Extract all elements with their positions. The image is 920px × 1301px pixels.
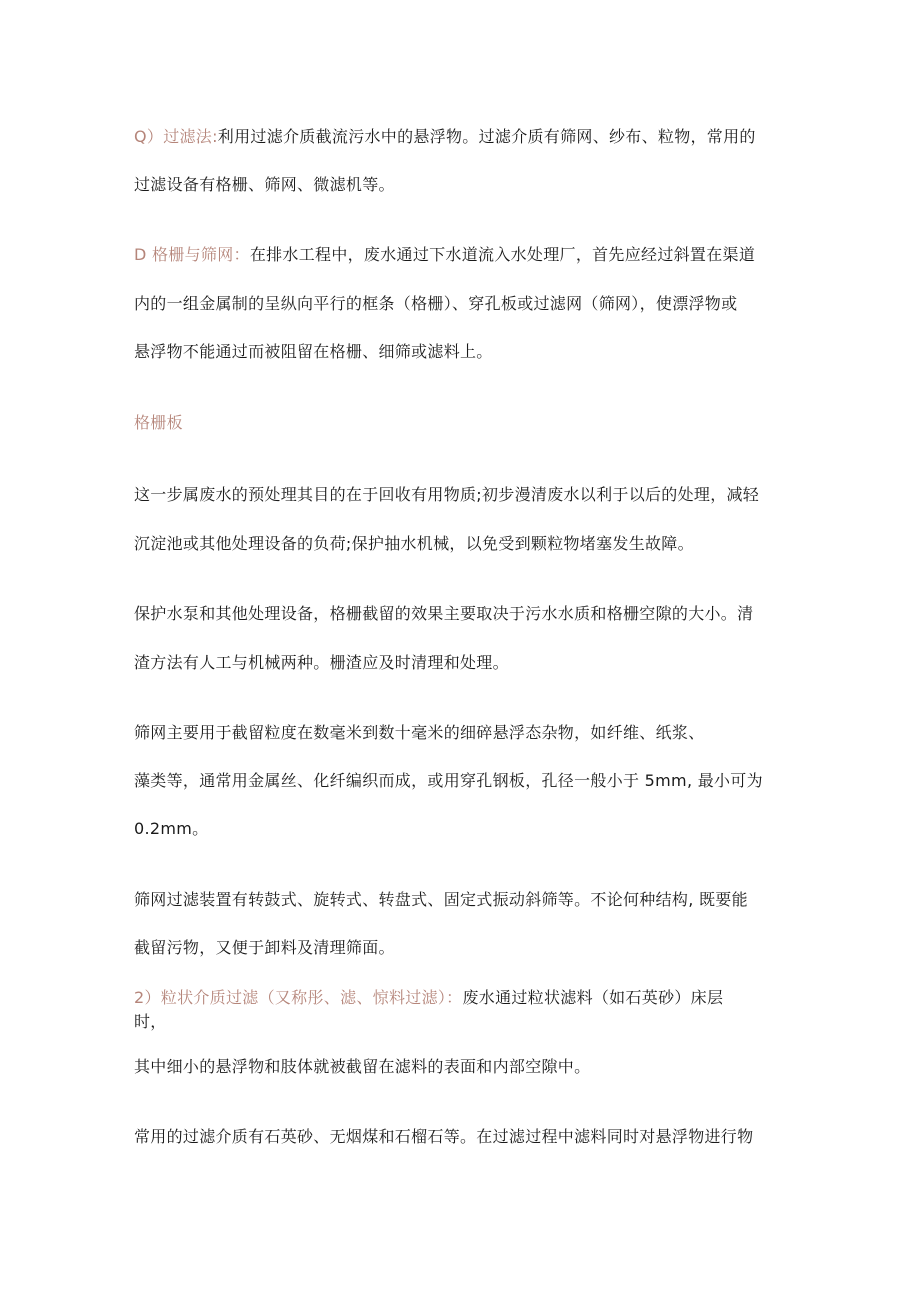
paragraph-text: 截留污物，又便于卸料及清理筛面。: [134, 938, 395, 957]
paragraph-text: 筛网主要用于截留粒度在数毫米到数十毫米的细碎悬浮态杂物，如纤维、纸浆、: [134, 723, 705, 742]
paragraph-text: 这一步属废水的预处理其目的在于回收有用物质;初步漫清废水以利于以后的处理，减轻: [134, 485, 760, 504]
paragraph-pump-line-1: [134, 603, 753, 625]
section-heading-grille-screen: D 格栅与筛网：: [134, 245, 250, 264]
paragraph-device-line-1: [134, 889, 748, 911]
paragraph-grille-line-1: [134, 244, 755, 266]
paragraph-pretreatment-line-2: [134, 533, 694, 555]
paragraph-granular-line-2: [134, 1011, 167, 1033]
paragraph-retention-line-1: [134, 1056, 590, 1078]
paragraph-text: 筛网过滤装置有转鼓式、旋转式、转盘式、固定式振动斜筛等。不论何种结构, 既要能: [134, 890, 748, 909]
paragraph-grille-line-3: [134, 341, 493, 363]
paragraph-text: 过滤设备有格栅、筛网、微滤机等。: [134, 175, 395, 194]
paragraph-grille-line-2: [134, 293, 737, 315]
paragraph-text: 时，: [134, 1012, 167, 1031]
paragraph-pump-line-2: [134, 652, 509, 674]
section-heading-granular-filtration: 2）粒状介质过滤（又称彤、滤、惊料过滤）：: [134, 988, 463, 1007]
paragraph-pretreatment-line-1: [134, 484, 759, 506]
paragraph-screen-line-3: [134, 818, 208, 840]
paragraph-text: 0.2mm。: [134, 819, 209, 838]
paragraph-text: 藻类等，通常用金属丝、化纤编织而成，或用穿孔钢板，孔径一般小于 5mm, 最小可为: [134, 771, 763, 790]
section-heading-grille-plate: 格栅板: [134, 413, 183, 432]
paragraph-text: 保护水泵和其他处理设备，格栅截留的效果主要取决于污水水质和格栅空隙的大小。清: [134, 604, 754, 623]
paragraph-text: 常用的过滤介质有石英砂、无烟煤和石榴石等。在过滤过程中滤料同时对悬浮物进行物: [134, 1127, 754, 1146]
paragraph-text: 内的一组金属制的呈纵向平行的框条（格栅）、穿孔板或过滤网（筛网），使漂浮物或: [134, 294, 738, 313]
paragraph-text: 沉淀池或其他处理设备的负荷;保护抽水机械，以免受到颗粒物堵塞发生故障。: [134, 534, 694, 553]
paragraph-granular-line-1: [134, 987, 723, 1009]
paragraph-text: 在排水工程中，废水通过下水道流入水处理厂，首先应经过斜置在渠道: [249, 245, 756, 264]
paragraph-filtration-line-2: [134, 174, 395, 196]
paragraph-screen-line-2: [134, 770, 763, 792]
paragraph-text: 其中细小的悬浮物和肢体就被截留在滤料的表面和内部空隙中。: [134, 1057, 591, 1076]
paragraph-text: 悬浮物不能通过而被阻留在格栅、细筛或滤料上。: [134, 342, 493, 361]
paragraph-text: 废水通过粒状滤料（如石英砂）床层: [462, 988, 724, 1007]
paragraph-text: 利用过滤介质截流污水中的悬浮物。过滤介质有筛网、纱布、粒物，常用的: [217, 127, 756, 146]
paragraph-screen-line-1: [134, 722, 705, 744]
section-heading-filtration: Q）过滤法:: [134, 127, 218, 146]
paragraph-filtration-line-1: [134, 126, 756, 148]
paragraph-device-line-2: [134, 937, 395, 959]
paragraph-media-line-1: [134, 1126, 753, 1148]
paragraph-text: 渣方法有人工与机械两种。栅渣应及时清理和处理。: [134, 653, 509, 672]
